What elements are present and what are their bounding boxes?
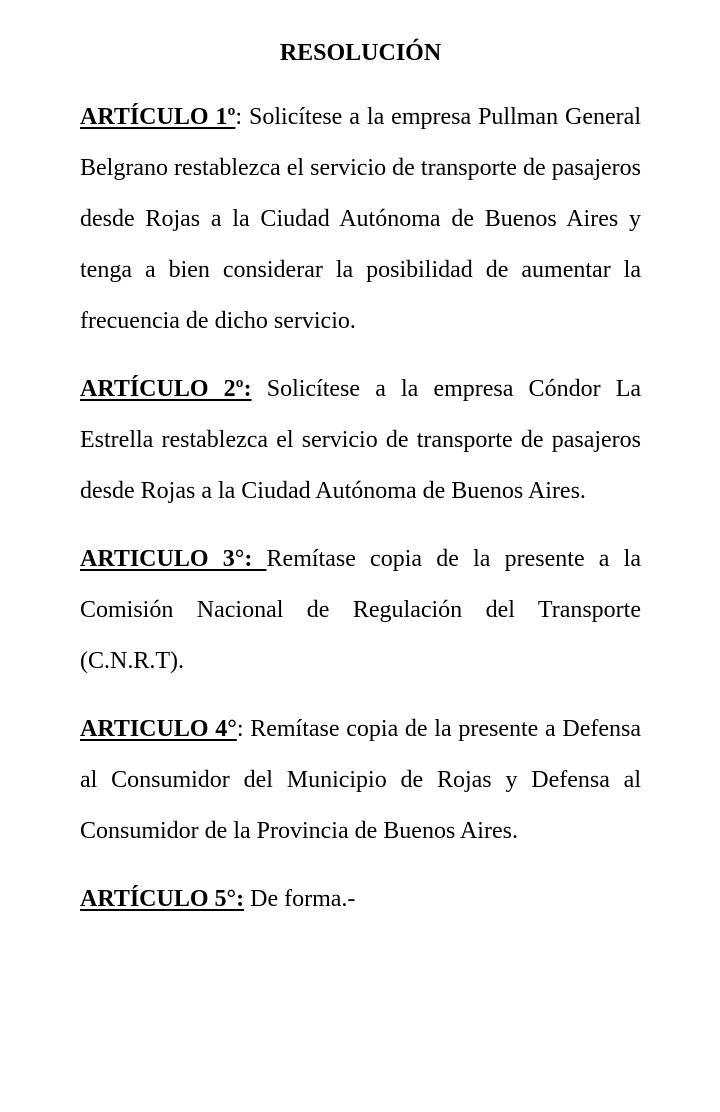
article-2 (80, 364, 641, 517)
article-text: Solicítese a la empresa Pullman General Belgrano restablezca el servicio de transporte de pasajeros desde Rojas a la Ciudad Autónoma de Buenos Aires y tenga a bien considerar la posibilidad de aumentar la frecuencia de dicho servicio. (80, 104, 641, 334)
article-1 (80, 92, 641, 347)
article-5 (80, 874, 641, 925)
article-separator (252, 376, 267, 402)
article-label: ARTICULO 3°: (80, 546, 267, 572)
article-text: De forma.- (250, 886, 356, 912)
article-label: ARTÍCULO 1º (80, 104, 236, 130)
article-separator: : (236, 716, 251, 742)
article-4 (80, 704, 641, 857)
article-label: ARTICULO 4° (80, 716, 237, 742)
article-label: ARTÍCULO 5°: (80, 886, 245, 912)
article-text: Solicítese a la empresa Cóndor La Estrella restablezca el servicio de transporte de pasajeros desde Rojas a la Ciudad Autónoma de Buenos Aires. (80, 376, 642, 504)
article-3 (80, 534, 641, 687)
article-text: Remítase copia de la presente a Defensa al Consumidor del Municipio de Rojas y Defensa al Consumidor de la Provincia de Buenos Aires. (80, 716, 642, 844)
article-separator: : (235, 104, 250, 130)
article-label: ARTÍCULO 2º: (80, 376, 252, 402)
document-page (80, 30, 641, 925)
document-title: RESOLUCIÓN (279, 40, 442, 66)
article-text: Remítase copia de la presente a la Comisión Nacional de Regulación del Transporte (C.N.R.T). (80, 546, 641, 674)
